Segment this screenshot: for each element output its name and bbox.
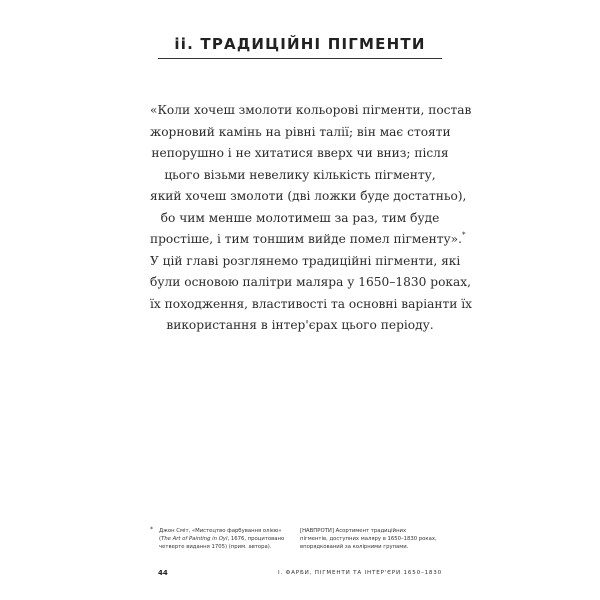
body-line-3: непорушно і не хитатися вверх чи вниз; після — [151, 146, 449, 160]
body-line-2: жорновий камінь на рівні талії; він має стояти — [150, 124, 451, 139]
footnote-line-2: (The Art of Painting in Oyl, 1676, процитовано — [159, 536, 285, 542]
chapter-title: ii. ТРАДИЦІЙНІ ПІГМЕНТИ — [174, 35, 426, 53]
caption-line-1: [НАВПРОТИ] Асортимент традиційних — [300, 528, 407, 534]
image-caption — [300, 527, 440, 551]
caption-line-2: пігментів, доступних маляру в 1650–1830 роках, — [300, 536, 437, 542]
body-line-7-text: простіше, і тим тоншим вийде помел пігменту». — [150, 232, 462, 246]
body-paragraph — [150, 100, 473, 337]
footnote-line-1: Джон Сміт, «Мистецтво фарбування олією» — [159, 528, 282, 534]
caption-line-3: впорядкований за колірними групами. — [300, 544, 409, 550]
footnote — [150, 526, 294, 551]
body-line-5: який хочеш змолоти (дві ложки буде достатньо), — [150, 189, 467, 203]
footnote-marker: * — [150, 526, 153, 533]
body-line-10: їх походження, властивості та основні варіанти їх — [150, 296, 473, 311]
footnote-reference: * — [461, 231, 466, 239]
page-number: 44 — [158, 569, 168, 577]
body-line-6: бо чим менше молотимеш за раз, тим буде — [160, 210, 440, 225]
body-line-4: цього візьми невелику кількість пігменту, — [164, 167, 436, 182]
body-line-8: У цій главі розглянемо традиційні пігменти, які — [150, 253, 461, 268]
footnote-book-title: The Art of Painting in Oyl — [161, 536, 228, 542]
body-line-9: були основою палітри маляра у 1650–1830 роках, — [150, 275, 472, 289]
title-underline — [158, 58, 442, 59]
body-line-11: використання в інтер'єрах цього періоду. — [166, 318, 434, 332]
running-footer-title: I. ФАРБИ, ПІГМЕНТИ ТА ІНТЕР'ЄРИ 1650–1830 — [277, 570, 442, 576]
body-line-1: «Коли хочеш змолоти кольорові пігменти, постав — [150, 103, 472, 117]
body-line-7 — [150, 229, 466, 251]
footnote-line-3: четверте видання 1705) (прим. автора). — [159, 544, 272, 550]
footnote-line-2-rest: , 1676, процитовано — [227, 536, 285, 542]
